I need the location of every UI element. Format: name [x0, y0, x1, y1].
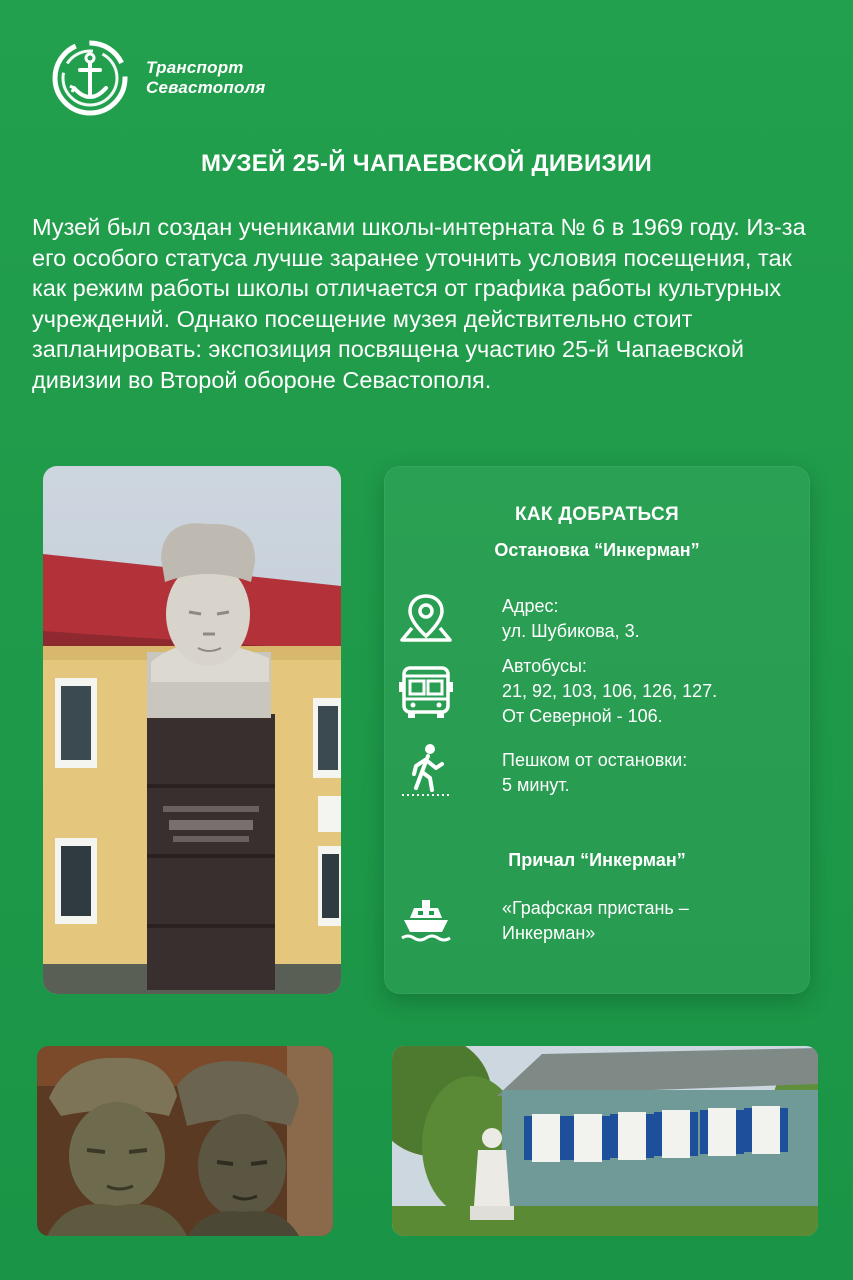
buses-routes: 21, 92, 103, 106, 126, 127. [502, 681, 718, 701]
map-pin-icon [398, 590, 454, 646]
buses-label: Автобусы: [502, 656, 587, 676]
page-title: МУЗЕЙ 25-Й ЧАПАЕВСКОЙ ДИВИЗИИ [200, 150, 653, 177]
ferry-boat-icon [398, 894, 454, 950]
ferry-route-line1: «Графская пристань – [502, 898, 689, 918]
intro-paragraph: Музей был создан учениками школы-интерната № 6 в 1969 году. Из-за его особого статуса лучше заранее уточнить условия посещения, так как режим работы школы отличается от графика работы культурных учреждений. Однако посещение музея действительно стоит запланировать: экспозиция посвящена участию 25-й Чапаевской дивизии во Второй обороне Севастополя. [32, 214, 806, 393]
brand-logo[interactable] [42, 36, 282, 120]
ferry-route-line2: Инкерман» [502, 923, 596, 943]
anchor-logo-icon [42, 36, 138, 120]
walk-label: Пешком от остановки: [502, 750, 688, 770]
brand-name-line2: Севастополя [146, 78, 266, 97]
monument-photo [43, 466, 341, 994]
bus-stop-name: Остановка “Инкерман” [494, 540, 700, 560]
directions-title: КАК ДОБРАТЬСЯ [514, 504, 679, 525]
bus-icon [398, 666, 454, 722]
brand-name-line1: Транспорт [146, 58, 244, 77]
address-label: Адрес: [502, 596, 559, 616]
address-value: ул. Шубикова, 3. [502, 621, 640, 641]
pier-name: Причал “Инкерман” [508, 850, 686, 870]
walk-duration: 5 минут. [502, 775, 570, 795]
buses-from-severnaya: От Северной - 106. [502, 706, 663, 726]
brand-name [146, 58, 266, 98]
walking-person-icon [398, 742, 454, 798]
busts-photo [37, 1046, 333, 1236]
directions-card [384, 466, 810, 994]
museum-building-photo [392, 1046, 818, 1236]
